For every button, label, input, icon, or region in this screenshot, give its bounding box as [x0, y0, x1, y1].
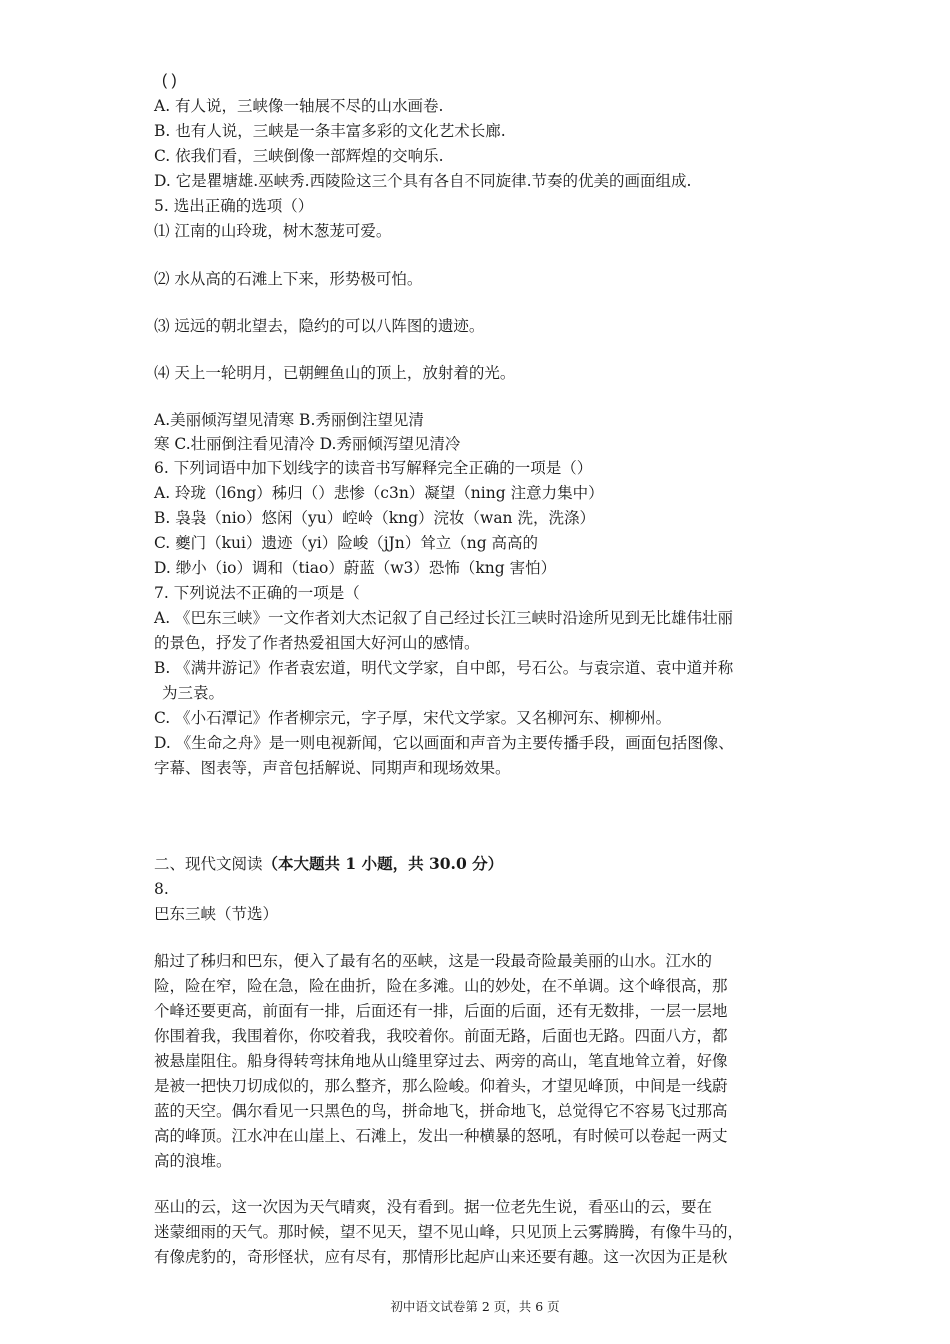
q4-option-d: D. 它是瞿塘雄.巫峡秀.西陵险这三个具有各自不同旋律.节奏的优美的画面组成. — [154, 172, 692, 190]
passage-p2-line-3: 有像虎豹的，奇形怪状，应有尽有，那情形比起庐山来还要有趣。这一次因为正是秋 — [154, 1248, 728, 1266]
section-title: 二、现代文阅读 — [154, 855, 263, 873]
page-footer: 初中语文试卷第 2 页，共 6 页 — [390, 1299, 560, 1314]
passage-p1-line-3: 个峰还要更高，前面有一排，后面还有一排，后面的后面，还有无数排，一层一层地 — [154, 1002, 728, 1020]
q7-option-b-1: B. 《满井游记》作者袁宏道，明代文学家，自中郎，号石公。与袁宗道、袁中道并称 — [154, 659, 734, 677]
q5-sentence-2: ⑵ 水从高的石滩上下来，形势极可怕。 — [154, 270, 423, 288]
q4-option-a: A. 有人说，三峡像一轴展不尽的山水画卷. — [154, 97, 444, 115]
passage-p1-line-8: 高的峰顶。江水冲在山崖上、石滩上，发出一种横暴的怒吼，有时候可以卷起一两丈 — [154, 1127, 728, 1145]
q5-sentence-3: ⑶ 远远的朝北望去，隐约的可以八阵图的遗迹。 — [154, 317, 485, 335]
q7-stem: 7. 下列说法不正确的一项是（ — [154, 584, 360, 602]
q5-stem: 5. 选出正确的选项（） — [154, 197, 314, 215]
q8-number: 8. — [154, 880, 169, 898]
passage-p2-line-2: 迷蒙细雨的天气。那时候，望不见天，望不见山峰，只见顶上云雾腾腾，有像牛马的， — [154, 1223, 744, 1241]
passage-title: 巴东三峡（节选） — [154, 905, 279, 923]
q5-sentence-1: ⑴ 江南的山玲珑，树木葱茏可爱。 — [154, 222, 392, 240]
q7-option-d-2: 字幕、图表等，声音包括解说、同期声和现场效果。 — [154, 759, 511, 777]
q5-options-line-2: 寒 C.壮丽倒注看见清冷 D.秀丽倾泻望见清冷 — [154, 435, 461, 453]
passage-p1-line-9: 高的浪堆。 — [154, 1152, 232, 1170]
q4-option-b: B. 也有人说，三峡是一条丰富多彩的文化艺术长廊. — [154, 122, 506, 140]
passage-p1-line-2: 险，险在窄，险在急，险在曲折，险在多滩。山的妙处，在不单调。这个峰很高，那 — [154, 977, 728, 995]
q7-option-b-2: 为三袁。 — [162, 684, 225, 702]
section-info: （本大题共 1 小题，共 30.0 分） — [262, 854, 504, 873]
q6-option-b: B. 袅袅（nio）悠闲（yu）崆岭（kng）浣妆（wan 洗，洗涤） — [154, 509, 595, 527]
q6-stem: 6. 下列词语中加下划线字的读音书写解释完全正确的一项是（） — [154, 459, 593, 477]
passage-p2-line-1: 巫山的云，这一次因为天气晴爽，没有看到。据一位老先生说，看巫山的云，要在 — [154, 1198, 713, 1216]
q5-options-line-1: A.美丽倾泻望见清寒 B.秀丽倒注望见清 — [154, 411, 424, 429]
q7-option-a-1: A. 《巴东三峡》一文作者刘大杰记叙了自己经过长江三峡时沿途所见到无比雄伟壮丽 — [154, 609, 734, 627]
passage-p1-line-5: 被悬崖阻住。船身得转弯抹角地从山缝里穿过去、两旁的高山，笔直地耸立着，好像 — [154, 1052, 728, 1070]
passage-p1-line-4: 你围着我，我围着你，你咬着我，我咬着你。前面无路，后面也无路。四面八方，都 — [154, 1027, 728, 1045]
q6-option-c: C. 夔门（kui）遗迹（yi）险峻（jJn）耸立（ng 高高的 — [154, 534, 539, 552]
section-heading — [154, 853, 503, 875]
q6-option-a: A. 玲珑（l6ng）秭归（）悲惨（c3n）凝望（ning 注意力集中） — [154, 484, 604, 502]
q6-option-d: D. 缈小（io）调和（tiao）蔚蓝（w3）恐怖（kng 害怕） — [154, 559, 557, 577]
passage-p1-line-1: 船过了秭归和巴东，便入了最有名的巫峡，这是一段最奇险最美丽的山水。江水的 — [154, 952, 713, 970]
q7-option-a-2: 的景色，抒发了作者热爱祖国大好河山的感情。 — [154, 634, 480, 652]
q5-sentence-4: ⑷ 天上一轮明月，已朝鲤鱼山的顶上，放射着的光。 — [154, 364, 516, 382]
q7-option-d-1: D. 《生命之舟》是一则电视新闻，它以画面和声音为主要传播手段，画面包括图像、 — [154, 734, 734, 752]
q4-option-c: C. 依我们看，三峡倒像一部辉煌的交响乐. — [154, 147, 444, 165]
passage-p1-line-7: 蓝的天空。偶尔看见一只黑色的鸟，拼命地飞，拼命地飞，总觉得它不容易飞过那高 — [154, 1102, 728, 1120]
q7-option-c: C. 《小石潭记》作者柳宗元，字子厚，宋代文学家。又名柳河东、柳柳州。 — [154, 709, 672, 727]
answer-bracket: ( ) — [162, 72, 177, 89]
passage-p1-line-6: 是被一把快刀切成似的，那么整齐，那么险峻。仰着头，才望见峰顶，中间是一线蔚 — [154, 1077, 728, 1095]
